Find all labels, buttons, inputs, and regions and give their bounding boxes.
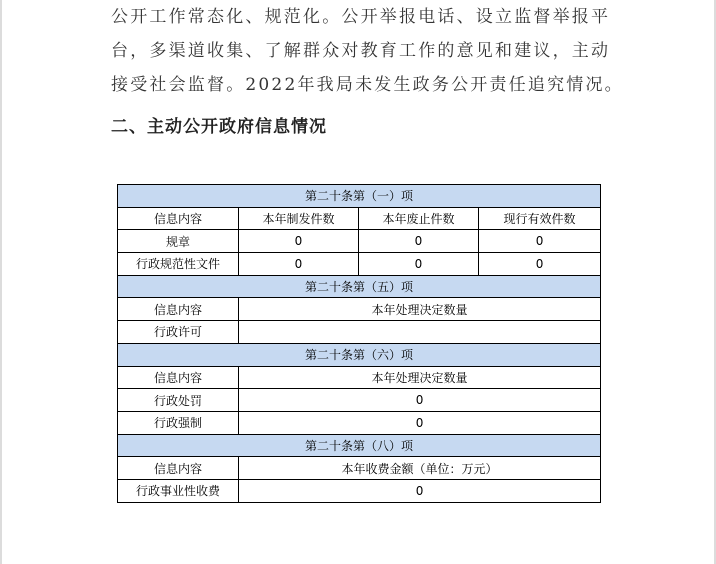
cell-value: 0 [239, 253, 359, 276]
row-label: 规章 [118, 230, 239, 253]
header-cell: 本年废止件数 [359, 207, 479, 230]
table-row [118, 230, 601, 253]
header-cell: 本年收费金额（单位：万元） [239, 457, 601, 480]
header-cell: 信息内容 [118, 457, 239, 480]
header-cell: 信息内容 [118, 366, 239, 389]
body-line: 公开工作常态化、规范化。公开举报电话、设立监督举报平 [111, 7, 611, 27]
table-section-row [118, 343, 601, 366]
cell-value: 0 [359, 253, 479, 276]
table-row [118, 253, 601, 276]
body-line: 台，多渠道收集、了解群众对教育工作的意见和建议，主动 [111, 41, 611, 61]
row-label: 行政规范性文件 [118, 253, 239, 276]
info-disclosure-table [117, 184, 601, 503]
row-label: 行政许可 [118, 321, 239, 344]
table-header-row [118, 366, 601, 389]
header-cell: 本年处理决定数量 [239, 298, 601, 321]
table-section-row [118, 275, 601, 298]
table-header-row [118, 207, 601, 230]
section-title-article-20-6: 第二十条第（六）项 [118, 343, 601, 366]
table-section-row [118, 434, 601, 457]
cell-value: 0 [239, 389, 601, 412]
cell-value: 0 [479, 253, 601, 276]
section-title-article-20-1: 第二十条第（一）项 [118, 185, 601, 208]
table-header-row [118, 298, 601, 321]
header-cell: 本年处理决定数量 [239, 366, 601, 389]
section-title-article-20-8: 第二十条第（八）项 [118, 434, 601, 457]
header-cell: 信息内容 [118, 298, 239, 321]
body-line: 接受社会监督。2022年我局未发生政务公开责任追究情况。 [111, 75, 624, 95]
body-paragraph [111, 2, 624, 104]
page-edge-left [0, 0, 2, 564]
section-heading: 二、主动公开政府信息情况 [111, 117, 327, 137]
table-row [118, 479, 601, 502]
table-row [118, 389, 601, 412]
row-label: 行政事业性收费 [118, 479, 239, 502]
cell-value: 0 [479, 230, 601, 253]
section-title-article-20-5: 第二十条第（五）项 [118, 275, 601, 298]
table-section-row [118, 185, 601, 208]
table-header-row [118, 457, 601, 480]
header-cell: 现行有效件数 [479, 207, 601, 230]
table-row [118, 411, 601, 434]
header-cell: 本年制发件数 [239, 207, 359, 230]
row-label: 行政处罚 [118, 389, 239, 412]
cell-value: 0 [239, 411, 601, 434]
cell-value: 0 [239, 230, 359, 253]
cell-value: 0 [359, 230, 479, 253]
row-label: 行政强制 [118, 411, 239, 434]
header-cell: 信息内容 [118, 207, 239, 230]
cell-value: 0 [239, 479, 601, 502]
cell-value [239, 321, 601, 344]
table-row [118, 321, 601, 344]
